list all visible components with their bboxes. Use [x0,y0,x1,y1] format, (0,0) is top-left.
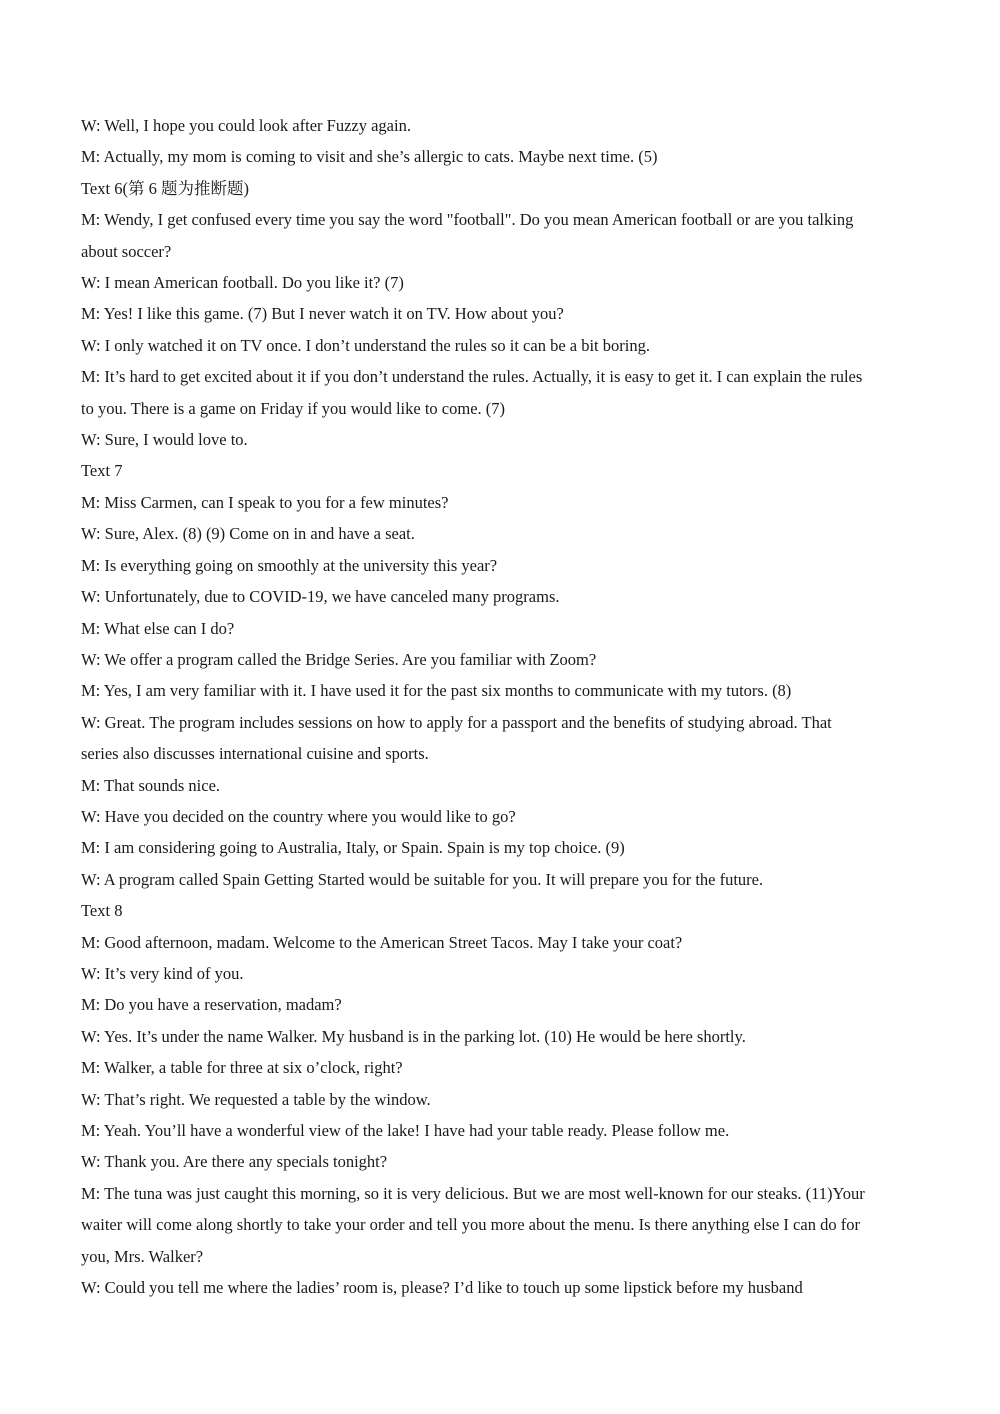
transcript-line: M: Walker, a table for three at six o’clock, right? [81,1058,403,1078]
transcript-line: M: Wendy, I get confused every time you say the word "football". Do you mean American football or are you talking [81,210,854,230]
transcript-line: M: It’s hard to get excited about it if you don’t understand the rules. Actually, it is easy to get it. I can explain the rules [81,367,863,387]
transcript-line: W: It’s very kind of you. [81,963,244,983]
transcript-line: M: Good afternoon, madam. Welcome to the American Street Tacos. May I take your coat? [81,932,683,952]
transcript-line: M: That sounds nice. [81,775,221,795]
transcript-line: W: I mean American football. Do you like it? (7) [81,273,404,293]
transcript-line: waiter will come along shortly to take your order and tell you more about the menu. Is there anything else I can do for [81,1215,860,1235]
transcript-line: W: Could you tell me where the ladies’ room is, please? I’d like to touch up some lipstick before my husband [81,1278,803,1298]
transcript-line: M: Yes! I like this game. (7) But I never watch it on TV. How about you? [81,304,564,324]
transcript-line: to you. There is a game on Friday if you would like to come. (7) [81,398,506,418]
transcript-line: M: Actually, my mom is coming to visit and she’s allergic to cats. Maybe next time. (5) [81,147,658,167]
transcript-page [81,110,926,1303]
transcript-line: W: We offer a program called the Bridge Series. Are you familiar with Zoom? [81,649,597,669]
section-heading-text-7: Text 7 [81,461,123,481]
transcript-line: M: Yeah. You’ll have a wonderful view of the lake! I have had your table ready. Please follow me. [81,1121,730,1140]
transcript-line: series also discusses international cuisine and sports. [81,744,429,764]
transcript-line: M: Do you have a reservation, madam? [81,995,342,1015]
section-heading-text-6: Text 6(第 6 题为推断题) [81,178,249,198]
transcript-line: W: I only watched it on TV once. I don’t understand the rules so it can be a bit boring. [81,335,650,355]
transcript-line: you, Mrs. Walker? [81,1246,204,1266]
transcript-line: W: Thank you. Are there any specials tonight? [81,1152,388,1172]
transcript-line: M: Yes, I am very familiar with it. I have used it for the past six months to communicate with my tutors. (8) [81,681,792,701]
transcript-line: W: A program called Spain Getting Started would be suitable for you. It will prepare you for the future. [81,869,764,889]
transcript-line: M: Miss Carmen, can I speak to you for a few minutes? [81,492,449,512]
transcript-line: W: Well, I hope you could look after Fuzzy again. [81,116,411,135]
transcript-line: M: Is everything going on smoothly at the university this year? [81,555,498,575]
transcript-line: M: The tuna was just caught this morning, so it is very delicious. But we are most well-known for our steaks. (11)Your [81,1183,865,1203]
transcript-line: W: Unfortunately, due to COVID-19, we have canceled many programs. [81,587,560,607]
transcript-line: M: I am considering going to Australia, Italy, or Spain. Spain is my top choice. (9) [81,838,625,858]
transcript-line: W: Have you decided on the country where you would like to go? [81,806,516,826]
section-heading-text-8: Text 8 [81,901,123,921]
transcript-line: W: Sure, Alex. (8) (9) Come on in and have a seat. [81,524,415,544]
transcript-line: about soccer? [81,241,172,261]
transcript-line: W: Sure, I would love to. [81,430,248,450]
transcript-line: M: What else can I do? [81,618,235,638]
transcript-line: W: Yes. It’s under the name Walker. My husband is in the parking lot. (10) He would be here shortly. [81,1026,746,1046]
transcript-line: W: Great. The program includes sessions on how to apply for a passport and the benefits of studying abroad. That [81,712,832,732]
transcript-line: W: That’s right. We requested a table by the window. [81,1089,431,1109]
